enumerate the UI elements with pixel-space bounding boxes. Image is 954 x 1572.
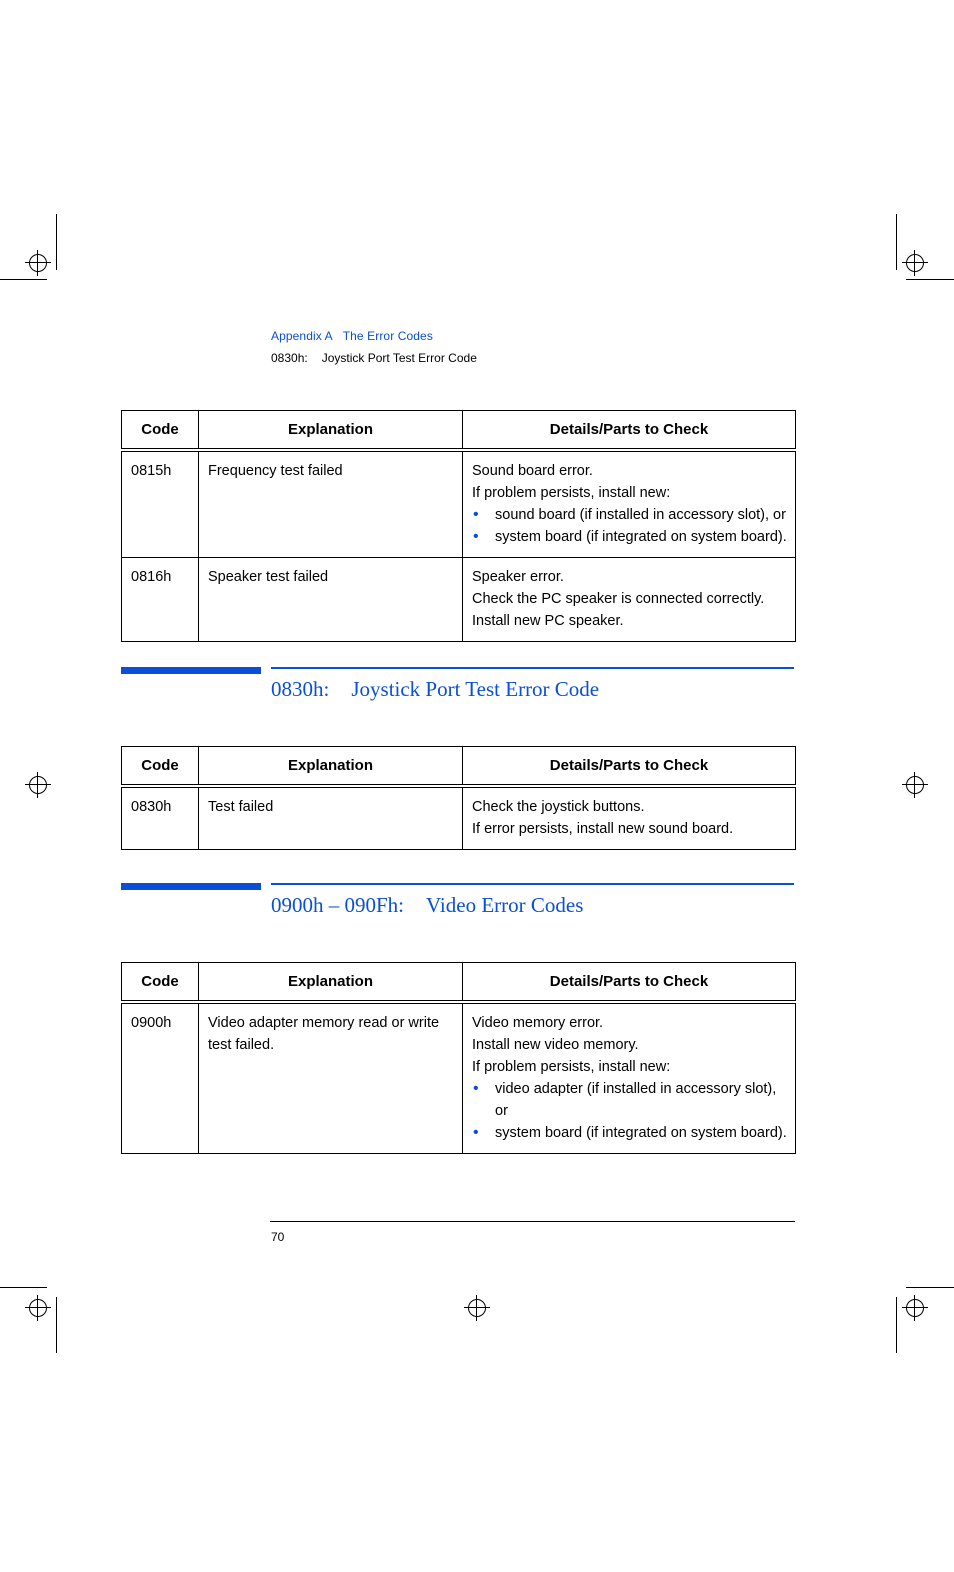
section-heading-joystick xyxy=(271,677,599,702)
bullet-item: • system board (if integrated on system board). xyxy=(472,526,787,548)
details-line: If problem persists, install new: xyxy=(472,1059,671,1075)
registration-mark-icon xyxy=(902,250,928,276)
details-line: Check the PC speaker is connected correctly. xyxy=(472,591,765,607)
crop-line xyxy=(896,214,897,270)
chapter-title: The Error Codes xyxy=(342,329,433,343)
table-row xyxy=(122,1002,796,1154)
section-rule xyxy=(271,883,794,885)
explanation-cell: Frequency test failed xyxy=(199,450,463,558)
bullet-list xyxy=(472,504,787,548)
table-header-row xyxy=(122,747,796,787)
section-heading-code: 0900h – 090Fh: xyxy=(271,893,405,917)
section-rule xyxy=(271,667,794,669)
details-cell xyxy=(463,1002,796,1154)
bullet-item: • video adapter (if installed in accessory slot), or xyxy=(472,1078,787,1122)
registration-mark-icon xyxy=(25,250,51,276)
details-cell xyxy=(463,558,796,642)
table-row xyxy=(122,558,796,642)
details-cell xyxy=(463,786,796,850)
error-table-sound xyxy=(121,410,796,642)
section-heading-title: Joystick Port Test Error Code xyxy=(351,677,600,701)
bullet-list xyxy=(472,1078,787,1144)
running-header-chapter xyxy=(271,329,433,343)
column-header-details: Details/Parts to Check xyxy=(463,747,796,787)
section-heading-video xyxy=(271,893,583,918)
column-header-explanation: Explanation xyxy=(199,747,463,787)
column-header-code: Code xyxy=(122,411,199,451)
table-header-row xyxy=(122,963,796,1003)
column-header-details: Details/Parts to Check xyxy=(463,411,796,451)
code-cell: 0816h xyxy=(122,558,199,642)
bullet-item: • system board (if integrated on system board). xyxy=(472,1122,787,1144)
page-number: 70 xyxy=(271,1230,285,1244)
details-line: Install new PC speaker. xyxy=(472,613,624,629)
details-line: Speaker error. xyxy=(472,569,564,585)
details-line: If error persists, install new sound board. xyxy=(472,821,734,837)
table-header-row xyxy=(122,411,796,451)
registration-mark-icon xyxy=(25,1295,51,1321)
column-header-explanation: Explanation xyxy=(199,411,463,451)
bullet-item: • sound board (if installed in accessory slot), or xyxy=(472,504,787,526)
column-header-details: Details/Parts to Check xyxy=(463,963,796,1003)
column-header-explanation: Explanation xyxy=(199,963,463,1003)
section-accent-bar xyxy=(121,667,261,674)
error-table-joystick xyxy=(121,746,796,850)
crop-line xyxy=(906,1287,954,1288)
explanation-cell: Test failed xyxy=(199,786,463,850)
details-line: Check the joystick buttons. xyxy=(472,799,645,815)
section-heading-title: Video Error Codes xyxy=(426,893,584,917)
details-line: Install new video memory. xyxy=(472,1037,639,1053)
section-heading-code: 0830h: xyxy=(271,677,330,701)
explanation-cell: Speaker test failed xyxy=(199,558,463,642)
footer-rule xyxy=(270,1221,795,1222)
crop-line xyxy=(56,214,57,270)
registration-mark-icon xyxy=(25,772,51,798)
column-header-code: Code xyxy=(122,963,199,1003)
details-line: Sound board error. xyxy=(472,463,593,479)
crop-line xyxy=(906,279,954,280)
registration-mark-icon xyxy=(902,1295,928,1321)
code-cell: 0830h xyxy=(122,786,199,850)
registration-mark-icon xyxy=(902,772,928,798)
details-cell xyxy=(463,450,796,558)
explanation-cell: Video adapter memory read or write test failed. xyxy=(199,1002,463,1154)
section-title: Joystick Port Test Error Code xyxy=(321,351,477,365)
code-cell: 0900h xyxy=(122,1002,199,1154)
crop-line xyxy=(896,1297,897,1353)
details-line: Video memory error. xyxy=(472,1015,604,1031)
column-header-code: Code xyxy=(122,747,199,787)
crop-line xyxy=(0,279,47,280)
error-table-video xyxy=(121,962,796,1154)
details-line: If problem persists, install new: xyxy=(472,485,671,501)
table-row xyxy=(122,786,796,850)
chapter-label: Appendix A xyxy=(271,329,333,343)
table-row xyxy=(122,450,796,558)
section-accent-bar xyxy=(121,883,261,890)
crop-line xyxy=(0,1287,47,1288)
running-header-section xyxy=(271,351,477,365)
code-cell: 0815h xyxy=(122,450,199,558)
crop-line xyxy=(56,1297,57,1353)
section-code: 0830h: xyxy=(271,351,308,365)
registration-mark-icon xyxy=(464,1295,490,1321)
